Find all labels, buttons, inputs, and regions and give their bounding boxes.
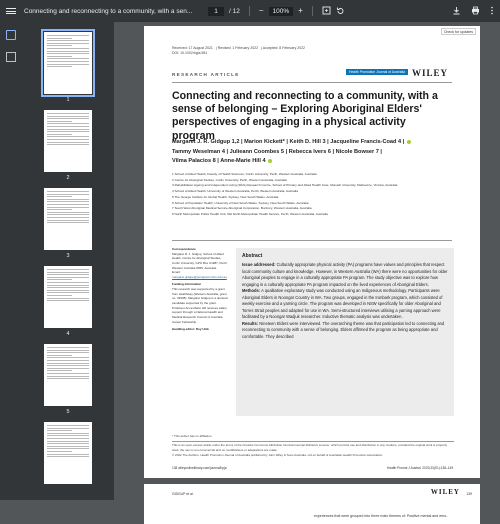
email-link[interactable]: margaret.gidgup@postgrad.curtin.edu.au xyxy=(172,274,227,279)
more-vert-icon[interactable] xyxy=(490,6,494,17)
pdf-toolbar xyxy=(0,0,500,22)
download-icon[interactable] xyxy=(452,6,461,17)
handling-editor: Handling editor: Roy Unik xyxy=(172,327,209,332)
check-updates-badge[interactable]: Check for updates xyxy=(441,28,476,35)
orcid-icon[interactable] xyxy=(407,140,411,144)
divider xyxy=(172,441,454,442)
print-icon[interactable] xyxy=(471,6,480,17)
menu-icon[interactable] xyxy=(6,8,16,14)
sidebar-panel xyxy=(0,22,22,500)
page-thumbnail[interactable] xyxy=(44,32,92,94)
page-thumbnail[interactable] xyxy=(44,188,92,250)
author-line: Margaret J. R. Gidgup 1,2 | Marion Kickett* | Keith D. Hill 3 | Jacqueline Francis-Coad 4 | xyxy=(172,138,462,148)
abstract-heading: Abstract xyxy=(242,253,263,259)
correspondence-column xyxy=(172,244,228,332)
page-total: / 12 xyxy=(229,7,240,15)
email-line: Email: margaret.gidgup@postgrad.curtin.edu.au xyxy=(172,270,227,279)
fit-page-icon[interactable] xyxy=(322,6,331,17)
revised-date: Revised: 1 February 2022 xyxy=(217,46,259,50)
thumbnail-label: 5 xyxy=(66,409,70,415)
thumbnail-label: 3 xyxy=(66,253,70,259)
received-date: Received: 17 August 2021 xyxy=(172,46,213,50)
orcid-icon[interactable] xyxy=(268,159,272,163)
page-footer xyxy=(172,466,454,470)
divider xyxy=(172,240,452,241)
thumbnail-label: 2 xyxy=(66,175,70,181)
journal-badge: Health Promotion Journal of Australia xyxy=(346,69,408,75)
affiliation: 6 School of Population Health, University of New South Wales, Sydney, New South Wales, Australia xyxy=(172,200,309,205)
footer-left: 138 wileyonlinelibrary.com/journal/hpja xyxy=(172,466,227,470)
article-dates: Received: 17 August 2021 | Revised: 1 February 2022 | Accepted: 8 February 2022 DOI: 10.1002/hpja.581 xyxy=(172,46,305,56)
thumbnail-label: 4 xyxy=(66,331,70,337)
author-list xyxy=(172,138,462,167)
zoom-in-button[interactable]: + xyxy=(298,6,303,15)
affiliation: 5 The George Institute for Global Health, Sydney, New South Wales, Australia xyxy=(172,194,279,199)
author-line: Vilma Palacios 8 | Anne-Marie Hill 4 xyxy=(172,157,462,167)
page-number: 139 xyxy=(466,492,472,496)
affiliations xyxy=(172,172,462,218)
affiliation: 1 School of Allied Health, Faculty of Health Sciences, Curtin University, Perth, Western Australia, Australia xyxy=(172,172,317,176)
abstract-methods: Methods: A qualitative exploratory study was conducted using an Indigenous methodology. Participants were Aboriginal Elders in Noongar Country in WA. Two groups, engaged in the Ironbark program, which consisted of weekly exercise and a yarning circle. The program was developed in NSW specifically for older Aboriginal and Torres Strait peoples and adapted for use in WA. Semi-structured interviews utilising a yarning approach were facilitated by a Noongar Wadjuk researcher. Inductive thematic analysis was undertaken. xyxy=(242,288,443,320)
thumbnail-panel xyxy=(22,22,114,500)
affiliation: 8 North Metropolitan Public Health Unit, WA North Metropolitan Health Service, Perth, Western Australia, Australia xyxy=(172,212,328,217)
publisher-logo: WILEY xyxy=(430,488,460,496)
article-type: RESEARCH ARTICLE xyxy=(172,72,240,77)
page-number-input[interactable]: 1 xyxy=(208,7,224,16)
document-viewer[interactable] xyxy=(114,22,500,518)
funding-text: This research was supported by a grant from Healthway (Western Australia, grant no. 33938). Margaret Gidgup is a doctoral candidate supported by the grant. Professor Anne-Marie Hill receives salary support through a National Health and Medical Research Council of Australia Career Fellowship. xyxy=(172,287,228,324)
abstract-results: Results: Nineteen Elders were interviewed. The overarching theme was that participation led to connecting and reconnecting to community with a sense of belonging. Elders affirmed the program as being appropriate and comfortable. They described xyxy=(242,320,445,340)
running-header: GIDGUP et al. xyxy=(172,492,194,496)
copyright-text: © 2022 The Authors. Health Promotion Journal of Australia published by John Wiley & Sons Australia, Ltd on behalf of Australian Health Promotion Association xyxy=(172,452,383,457)
zoom-level-input[interactable]: 100% xyxy=(269,7,294,16)
correspondence-text: Margaret R. J. Gidgup, School of Allied Health, Centre for Aboriginal Studies, Curtin University, GPO Box U1987, Perth, Western Australia 6845, Australia. xyxy=(172,251,228,270)
publisher-logo: WILEY xyxy=(411,68,448,78)
page-thumbnail[interactable] xyxy=(44,344,92,406)
license-text: This is an open access article under the terms of the Creative Commons Attribution-NonCommercial-NoDerivs License, which permits use and distribution in any medium, provided the original work is properly cited, the use is non-commercial and no modifications or adaptations are made. xyxy=(172,443,447,453)
page-thumbnail[interactable] xyxy=(44,422,92,484)
toolbar-divider xyxy=(312,6,313,16)
affiliation: 4 School of Allied Health, University of Western Australia, Perth, Western Australia, Australia xyxy=(172,189,298,194)
pdf-page xyxy=(144,26,480,478)
thumbnail-label: 1 xyxy=(66,97,70,103)
publisher-branding xyxy=(346,60,448,78)
pdf-page xyxy=(144,484,480,524)
thumbnails-icon[interactable] xyxy=(6,30,16,40)
affiliation: 7 South West Aboriginal Medical Service Aboriginal Corporation, Bunbury, Western Australia, Australia xyxy=(172,206,312,211)
rotate-icon[interactable] xyxy=(336,6,345,17)
divider xyxy=(172,82,452,83)
page-thumbnail[interactable] xyxy=(44,110,92,172)
affiliation: 2 Centre for Aboriginal Studies, Curtin University, Perth, Western Australia, Australia xyxy=(172,177,287,182)
doi: DOI: 10.1002/hpja.581 xyxy=(172,51,208,56)
accepted-date: Accepted: 8 February 2022 xyxy=(262,46,305,50)
author-line: Tammy Weselman 4 | Julieann Coombes 5 | Rebecca Ivers 6 | Nicole Bowser 7 | xyxy=(172,148,382,155)
page-thumbnail[interactable] xyxy=(44,266,92,328)
document-title: Connecting and reconnecting to a community, with a sen... xyxy=(24,7,193,15)
correspondence-heading: Correspondence xyxy=(172,247,196,251)
outline-icon[interactable] xyxy=(6,52,16,62)
zoom-out-button[interactable]: − xyxy=(258,6,264,15)
footnotes xyxy=(172,434,454,458)
footer-right: Health Promot J Austral. 2023;33(S1):138–149. xyxy=(387,466,454,470)
body-text: experiences that were grouped into three main themes of: Positive mental and emo- xyxy=(314,514,448,518)
footnote: * This author has no affiliation. xyxy=(172,434,213,438)
article-title: Connecting and reconnecting to a community, with a sense of belonging – Exploring Aboriginal Elders' perspectives of engaging in a physical activity program xyxy=(172,90,438,142)
affiliation: 3 Rehabilitation Ageing and Independent Living (RAIL) Research Centre, School of Primary and Allied Health Care, Monash University, Melbourne, Victoria, Australia xyxy=(172,183,398,188)
funding-heading: Funding information xyxy=(172,282,202,287)
toolbar-divider xyxy=(249,6,250,16)
abstract-box xyxy=(236,248,454,416)
abstract-issue: Issue addressed: Culturally appropriate physical activity (PA) programs have values and principles that respect local community culture and knowledge. However, in Western Australia (WA) there were no opportunities for older Aboriginal peoples to engage in a culturally appropriate PA program. The study objective was to explore how engaging in a culturally appropriate PA program impacted on the lived experiences of Aboriginal Elders. xyxy=(242,262,448,287)
